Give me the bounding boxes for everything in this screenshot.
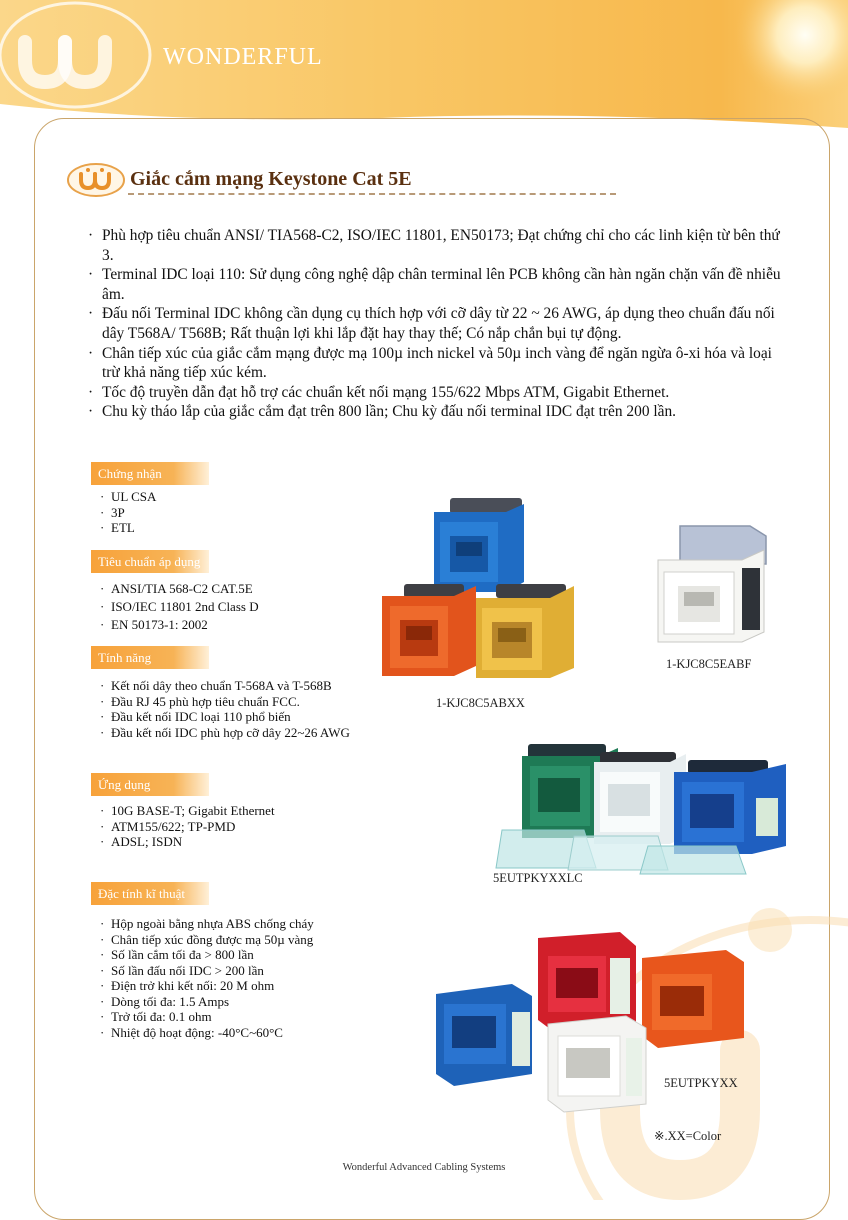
title-logo-icon xyxy=(66,162,126,198)
list-item: · Tốc độ truyền dẫn đạt hỗ trợ các chuẩn kết nối mạng 155/622 Mbps ATM, Gigabit Ethernet. xyxy=(88,383,670,401)
list-item: · ADSL; ISDN xyxy=(100,834,183,849)
list-item: · Hộp ngoài bằng nhựa ABS chống cháy xyxy=(100,916,314,931)
list-item: · Chân tiếp xúc đồng được mạ 50µ vàng xyxy=(100,931,314,947)
list-item: · Đầu RJ 45 phù hợp tiêu chuẩn FCC. xyxy=(100,693,300,709)
caption-kjc8c5abxx: 1-KJC8C5ABXX xyxy=(436,696,525,710)
list-item: · 10G BASE-T; Gigabit Ethernet xyxy=(100,803,275,818)
section-label-certification: Chứng nhận xyxy=(91,462,209,485)
list-item: · Chân tiếp xúc của giắc cắm mạng được mạ 100µ inch nickel và 50µ inch vàng để ngăn ngừa ô-xi hóa và loại trừ khả năng tiếp xúc kém. xyxy=(88,344,772,382)
specs-list xyxy=(100,916,314,1040)
blue-keystone-jack xyxy=(436,984,532,1086)
list-item: · EN 50173-1: 2002 xyxy=(100,617,208,632)
section-label-specs: Đặc tính kĩ thuật xyxy=(91,882,209,905)
product-photo-kjc8c5abxx xyxy=(378,492,578,684)
section-label-features: Tính năng xyxy=(91,646,209,669)
list-item: · Số lần cắm tối đa > 800 lần xyxy=(100,947,254,962)
color-note: ※.XX=Color xyxy=(654,1129,722,1143)
list-item: · Trở tối đa: 0.1 ohm xyxy=(100,1009,212,1024)
list-item: · ATM155/622; TP-PMD xyxy=(100,818,236,834)
white-keystone-jack xyxy=(658,526,766,642)
list-item: · Điện trở khi kết nối: 20 M ohm xyxy=(100,978,275,993)
orange-keystone-jack xyxy=(642,950,744,1048)
list-item: · Đầu kết nối IDC loại 110 phổ biến xyxy=(100,709,291,724)
list-item: · ANSI/TIA 568-C2 CAT.5E xyxy=(100,581,253,596)
brand-name: WONDERFUL xyxy=(163,44,323,70)
product-photo-kjc8c5eabf xyxy=(650,520,770,648)
list-item: · Phù hợp tiêu chuẩn ANSI/ TIA568-C2, ISO/IEC 11801, EN50173; Đạt chứng chỉ cho các linh kiện từ bên thứ 3. xyxy=(88,227,780,264)
page-footer: Wonderful Advanced Cabling Systems xyxy=(342,1162,506,1173)
list-item: · ETL xyxy=(100,520,135,535)
blue-keystone-jack xyxy=(434,498,524,592)
caption-5eutpkyxx: 5EUTPKYXX xyxy=(664,1076,738,1090)
title-block xyxy=(66,162,556,202)
page-title: Giắc cắm mạng Keystone Cat 5E xyxy=(130,168,412,190)
white-keystone-jack xyxy=(548,1016,646,1112)
caption-kjc8c5eabf: 1-KJC8C5EABF xyxy=(666,657,752,671)
list-item: · Số lần đấu nối IDC > 200 lần xyxy=(100,962,264,978)
standards-list xyxy=(100,580,259,634)
section-label-applications: Ứng dụng xyxy=(91,773,209,796)
list-item: · Kết nối dây theo chuẩn T-568A và T-568B xyxy=(100,678,332,693)
list-item: · UL CSA xyxy=(100,489,157,504)
applications-list xyxy=(100,803,275,850)
feature-bullets xyxy=(88,226,788,422)
list-item: · Đấu nối Terminal IDC không cần dụng cụ thích hợp với cỡ dây từ 22 ~ 26 AWG, áp dụng theo chuẩn đấu nối dây T568A/ T568B; Rất thuận lợi khi lắp đặt hay thay thế; Có nắp chắn bụi tự động. xyxy=(88,305,775,342)
list-item: · ISO/IEC 11801 2nd Class D xyxy=(100,599,259,614)
section-label-standards: Tiêu chuẩn áp dụng xyxy=(91,550,209,573)
caption-5eutpkyxxlc: 5EUTPKYXXLC xyxy=(493,871,583,885)
list-item: · 3P xyxy=(100,504,125,520)
list-item: · Terminal IDC loại 110: Sử dụng công nghệ dập chân terminal lên PCB không cần hàn ngăn chặn vấn đề nhiễu âm. xyxy=(88,266,781,303)
title-underline xyxy=(128,193,616,195)
list-item: · Đầu kết nối IDC phù hợp cỡ dây 22~26 AWG xyxy=(100,724,350,740)
list-item: · Dòng tối đa: 1.5 Amps xyxy=(100,993,230,1009)
certification-list xyxy=(100,489,156,536)
yellow-keystone-jack xyxy=(476,584,574,678)
list-item: · Nhiệt độ hoạt động: -40°C~60°C xyxy=(100,1024,283,1040)
list-item: · Chu kỳ tháo lắp của giắc cắm đạt trên 800 lần; Chu kỳ đấu nối terminal IDC đạt trên 200 lần. xyxy=(88,403,677,421)
product-photo-5eutpkyxxlc xyxy=(488,738,792,876)
orange-keystone-jack xyxy=(382,584,476,676)
features-list xyxy=(100,678,350,740)
